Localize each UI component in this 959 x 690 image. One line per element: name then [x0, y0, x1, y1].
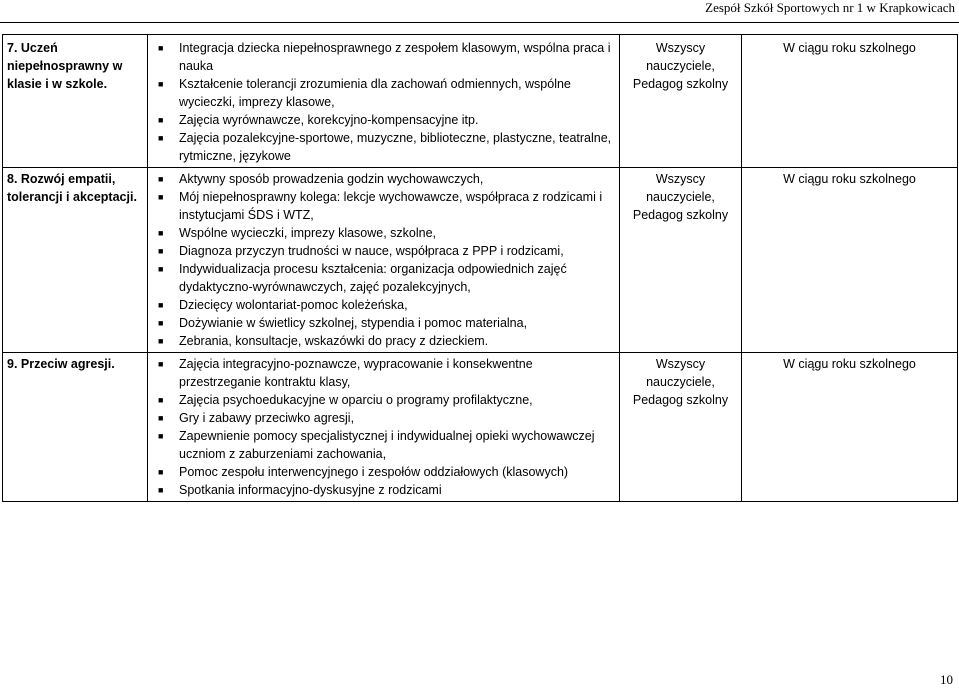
responsible-cell: Wszyscy nauczyciele, Pedagog szkolny	[620, 168, 742, 353]
list-item: ■ Zajęcia wyrównawcze, korekcyjno-kompensacyjne itp.	[156, 111, 615, 129]
list-item: ■ Kształcenie tolerancji zrozumienia dla zachowań odmiennych, wspólne wycieczki, imprezy klasowe,	[156, 75, 615, 111]
document-header: Zespół Szkół Sportowych nr 1 w Krapkowicach	[705, 0, 955, 15]
header-rule	[0, 22, 959, 23]
list-item: ■ Spotkania informacyjno-dyskusyjne z rodzicami	[156, 481, 615, 499]
list-item: ■ Dziecięcy wolontariat-pomoc koleżeńska,	[156, 296, 615, 314]
term-cell: W ciągu roku szkolnego	[742, 35, 958, 168]
list-item: ■ Zajęcia pozalekcyjne-sportowe, muzyczne, biblioteczne, plastyczne, teatralne, rytmiczne, językowe	[156, 129, 615, 165]
list-item: ■ Pomoc zespołu interwencyjnego i zespołów oddziałowych (klasowych)	[156, 463, 615, 481]
goal-cell: 8. Rozwój empatii, tolerancji i akceptacji.	[3, 168, 148, 353]
page-number: 10	[940, 672, 953, 687]
list-item: ■ Zebrania, konsultacje, wskazówki do pracy z dzieckiem.	[156, 332, 615, 350]
table-row	[3, 35, 958, 168]
plan-table	[2, 34, 958, 502]
table-row	[3, 168, 958, 353]
list-item: ■ Dożywianie w świetlicy szkolnej, stypendia i pomoc materialna,	[156, 314, 615, 332]
list-item: ■ Zajęcia psychoedukacyjne w oparciu o programy profilaktyczne,	[156, 391, 615, 409]
goal-cell: 7. Uczeń niepełnosprawny w klasie i w szkole.	[3, 35, 148, 168]
term-cell: W ciągu roku szkolnego	[742, 353, 958, 502]
list-item: ■ Gry i zabawy przeciwko agresji,	[156, 409, 615, 427]
list-item: ■ Zajęcia integracyjno-poznawcze, wypracowanie i konsekwentne przestrzeganie kontraktu klasy,	[156, 355, 615, 391]
responsible-cell: Wszyscy nauczyciele, Pedagog szkolny	[620, 35, 742, 168]
list-item: ■ Integracja dziecka niepełnosprawnego z zespołem klasowym, wspólna praca i nauka	[156, 39, 615, 75]
term-cell: W ciągu roku szkolnego	[742, 168, 958, 353]
list-item: ■ Indywidualizacja procesu kształcenia: organizacja odpowiednich zajęć dydaktyczno-wyrównawczych, zajęć pozalekcyjnych,	[156, 260, 615, 296]
table-row	[3, 353, 958, 502]
list-item: ■ Zapewnienie pomocy specjalistycznej i indywidualnej opieki wychowawczej uczniom z zaburzeniami zachowania,	[156, 427, 615, 463]
actions-cell	[148, 353, 620, 502]
actions-cell	[148, 168, 620, 353]
list-item: ■ Wspólne wycieczki, imprezy klasowe, szkolne,	[156, 224, 615, 242]
list-item: ■ Aktywny sposób prowadzenia godzin wychowawczych,	[156, 170, 615, 188]
goal-cell: 9. Przeciw agresji.	[3, 353, 148, 502]
responsible-cell: Wszyscy nauczyciele, Pedagog szkolny	[620, 353, 742, 502]
list-item: ■ Diagnoza przyczyn trudności w nauce, współpraca z PPP i rodzicami,	[156, 242, 615, 260]
actions-cell	[148, 35, 620, 168]
list-item: ■ Mój niepełnosprawny kolega: lekcje wychowawcze, współpraca z rodzicami i instytucjami ŚDS i WTZ,	[156, 188, 615, 224]
